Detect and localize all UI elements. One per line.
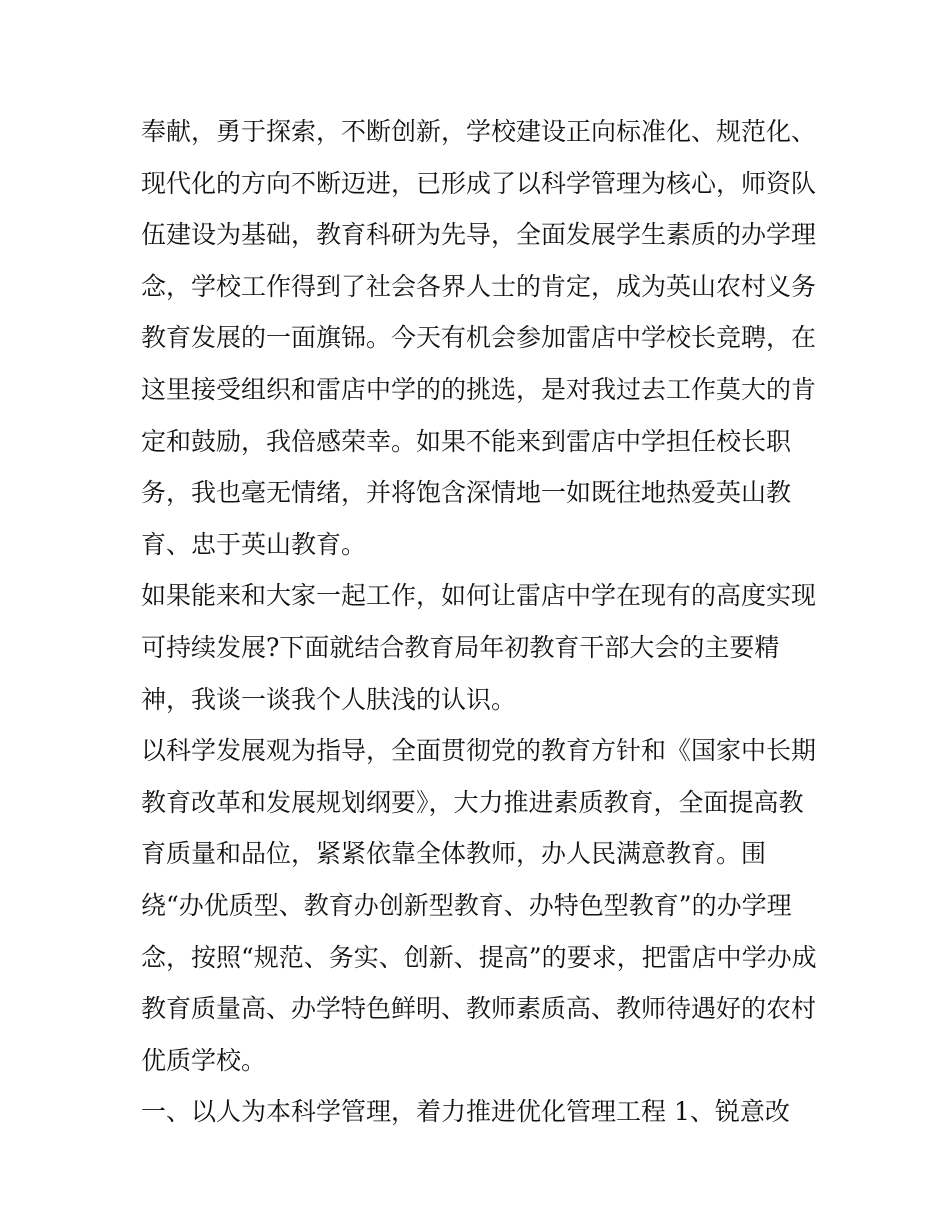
- text-line: 伍建设为基础，教育科研为先导，全面发展学生素质的办学理: [141, 220, 817, 250]
- text-line: 念，按照“规范、务实、创新、提高”的要求，把雷店中学办成: [141, 942, 817, 972]
- text-line: 教育改革和发展规划纲要》，大力推进素质教育，全面提高教: [141, 787, 804, 817]
- text-line: 神，我谈一谈我个人肤浅的认识。: [141, 684, 517, 714]
- text-line: 奉献，勇于探索，不断创新，学校建设正向标准化、规范化、: [141, 117, 817, 146]
- text-line: 优质学校。: [141, 1045, 267, 1075]
- text-line: 教育质量高、办学特色鲜明、教师素质高、教师待遇好的农村: [141, 994, 817, 1024]
- text-line: 现代化的方向不断迈进，已形成了以科学管理为核心，师资队: [141, 168, 817, 198]
- text-line: 念，学校工作得到了社会各界人士的肯定，成为英山农村义务: [141, 271, 817, 301]
- text-line: 一、以人为本科学管理，着力推进优化管理工程 1、锐意改: [141, 1097, 790, 1127]
- text-line: 教育发展的一面旗铞。今天有机会参加雷店中学校长竞聘，在: [141, 323, 817, 353]
- text-line: 育、忠于英山教育。: [141, 529, 367, 559]
- text-line: 以科学发展观为指导，全面贯彻党的教育方针和《国家中长期: [141, 736, 817, 766]
- text-line: 定和鼓励，我倍感荣幸。如果不能来到雷店中学担任校长职: [141, 426, 792, 456]
- text-line: 绕“办优质型、教育办创新型教育、办特色型教育”的办学理: [141, 890, 792, 920]
- text-line: 可持续发展?下面就结合教育局年初教育干部大会的主要精: [141, 632, 780, 662]
- text-line: 如果能来和大家一起工作，如何让雷店中学在现有的高度实现: [141, 581, 817, 611]
- text-line: 育质量和品位，紧紧依靠全体教师，办人民满意教育。围: [141, 839, 767, 869]
- body-text: [141, 106, 821, 1138]
- text-line: 这里接受组织和雷店中学的的挑选，是对我过去工作莫大的肯: [141, 374, 817, 404]
- text-line: 务，我也毫无情绪，并将饱含深情地一如既往地热爱英山教: [141, 478, 792, 508]
